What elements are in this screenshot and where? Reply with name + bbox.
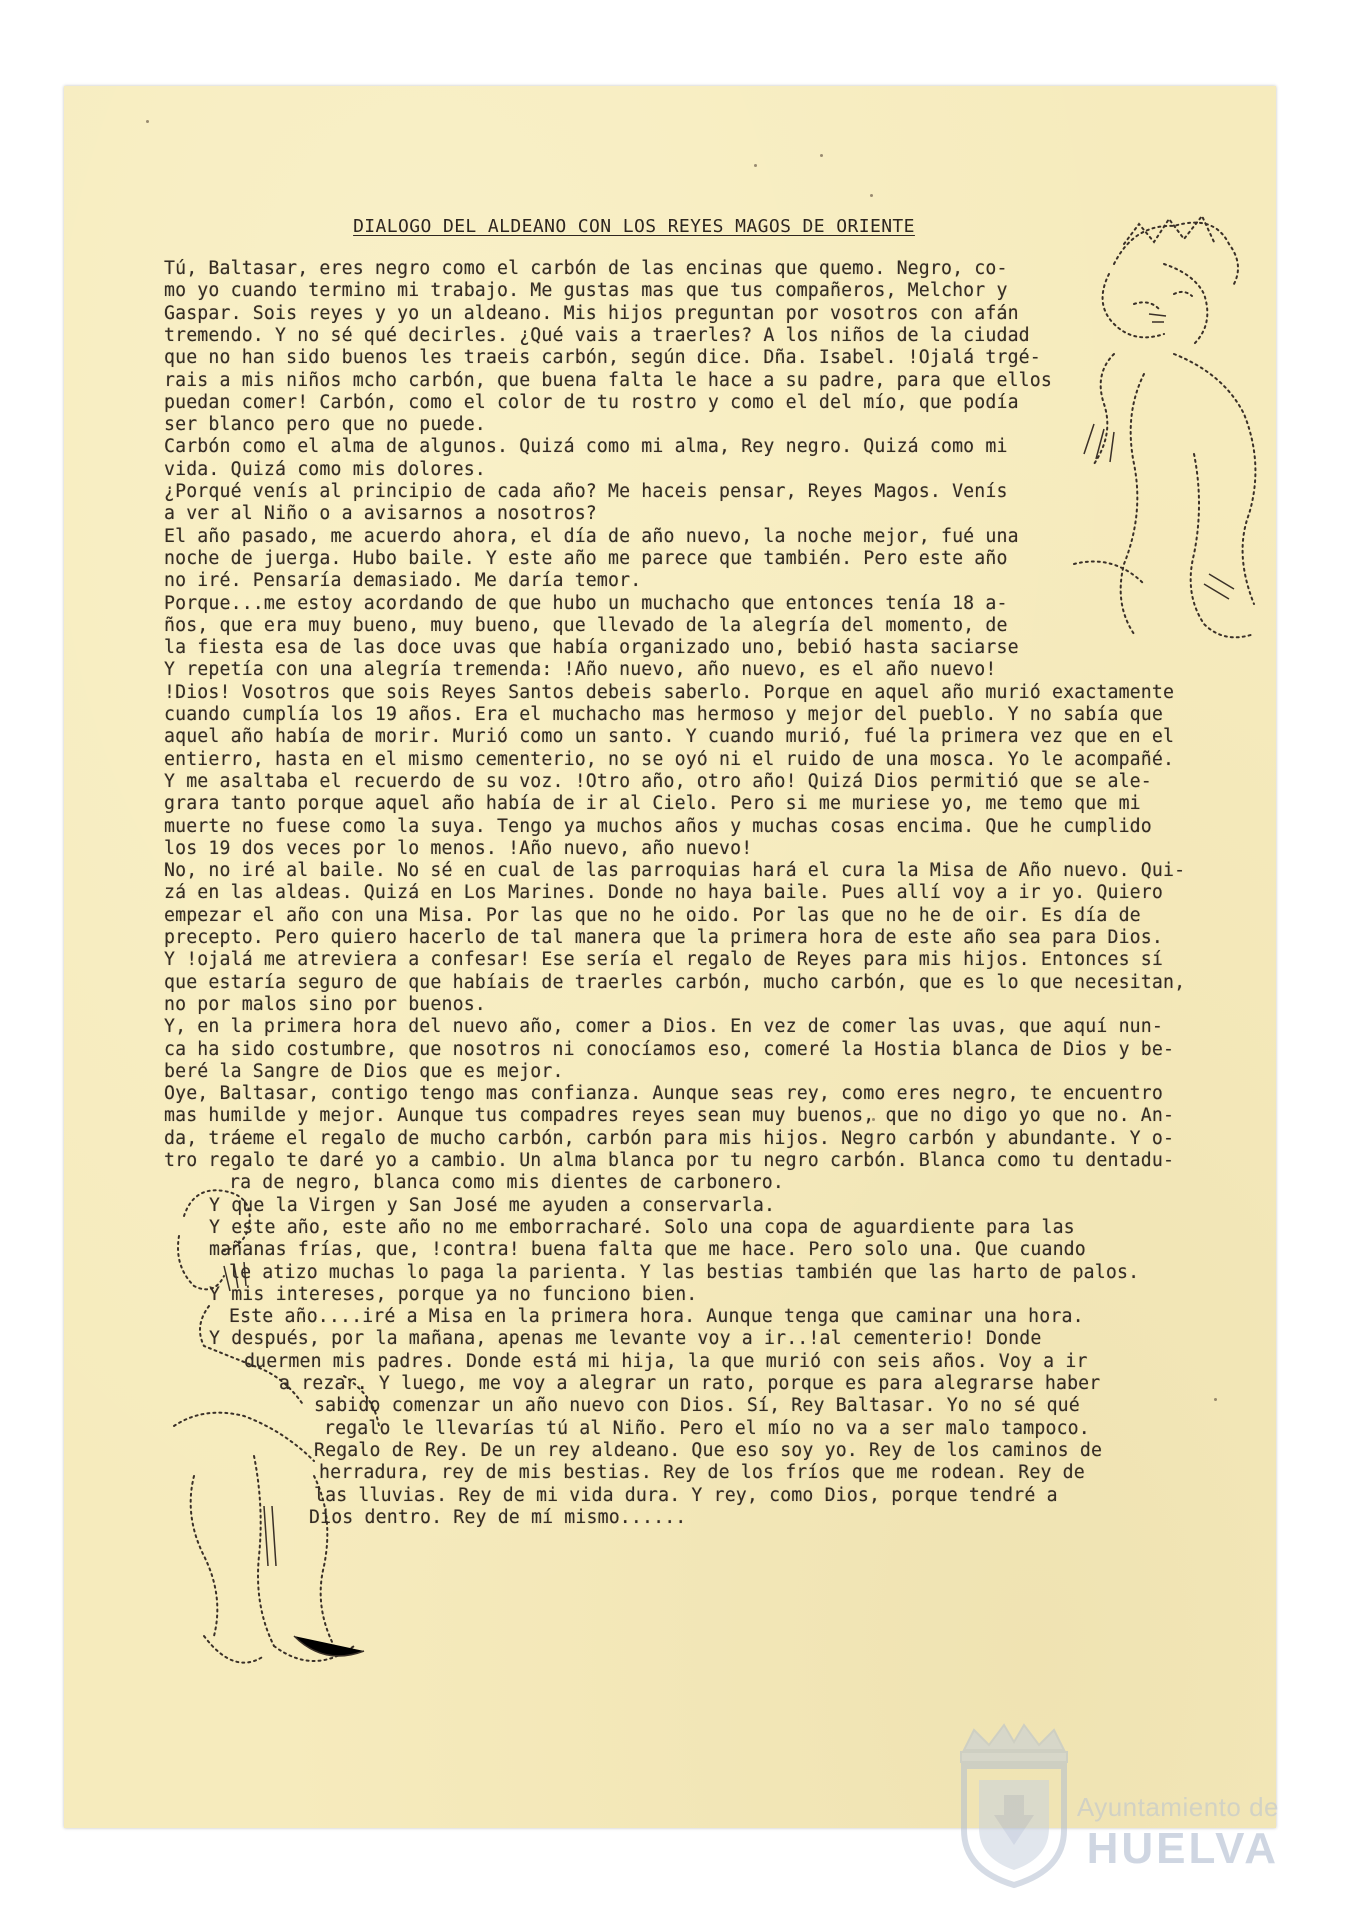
text-line: Y este año, este año no me emborracharé. Solo una copa de aguardiente para las (209, 1216, 1075, 1238)
ink-speck (754, 164, 757, 167)
text-line: ser blanco pero que no puede. (164, 414, 486, 436)
text-line: ra de negro, blanca como mis dientes de carbonero. (229, 1172, 784, 1194)
text-line: tro regalo te daré yo a cambio. Un alma blanca por tu negro carbón. Blanca como tu dentadu- (164, 1150, 1175, 1171)
text-line: Oye, Baltasar, contigo tengo mas confianza. Aunque seas rey, como eres negro, te encuentro (164, 1083, 1163, 1105)
text-line: que estaría seguro de que habíais de traerles carbón, mucho carbón, que es lo que necesitan, (164, 971, 1186, 993)
text-line: que no han sido buenos les traeis carbón, según dice. Dña. Isabel. !Ojalá trgé- (164, 347, 1041, 369)
text-line: da, tráeme el regalo de mucho carbón, carbón para mis hijos. Negro carbón y abundante. Y o- (164, 1127, 1175, 1149)
text-line: Dios dentro. Rey de mí mismo...... (309, 1506, 687, 1528)
text-line: ca ha sido costumbre, que nosotros ni conocíamos eso, comeré la Hostia blanca de Dios y be- (164, 1038, 1175, 1060)
text-line: El año pasado, me acuerdo ahora, el día de año nuevo, la noche mejor, fué una (164, 525, 1019, 547)
text-line: !Dios! Vosotros que sois Reyes Santos debeis saberlo. Porque en aquel año murió exactamente (164, 681, 1175, 703)
text-line: beré la Sangre de Dios que es mejor. (164, 1060, 564, 1082)
text-line: sabido comenzar un año nuevo con Dios. Sí, Rey Baltasar. Yo no sé qué (314, 1395, 1080, 1417)
text-line: regalo le llevarías tú al Niño. Pero el mío no va a ser malo tampoco. (324, 1417, 1090, 1439)
text-line: Gaspar. Sois reyes y yo un aldeano. Mis hijos preguntan por vosotros con afán (164, 302, 1019, 324)
text-line: noche de juerga. Hubo baile. Y este año me parece que también. Pero este año (164, 547, 1008, 569)
text-line: a rezar. Y luego, me voy a alegrar un rato, porque es para alegrarse haber (279, 1373, 1101, 1394)
coat-of-arms-icon (949, 1720, 1079, 1890)
huelva-watermark (949, 1720, 1279, 1890)
text-line: Y después, por la mañana, apenas me levante voy a ir..!al cementerio! Donde (209, 1328, 1042, 1350)
text-line: mañanas frías, que, !contra! buena falta que me hace. Pero solo una. Que cuando (209, 1239, 1086, 1261)
text-line: no iré. Pensaría demasiado. Me daría temor. (164, 570, 642, 592)
text-line: empezar el año con una Misa. Por las que no he oido. Por las que no he de oir. Es día de (164, 904, 1141, 926)
text-line: Porque...me estoy acordando de que hubo un muchacho que entonces tenía 18 a- (164, 592, 1008, 614)
text-line: Tú, Baltasar, eres negro como el carbón de las encinas que quemo. Negro, co- (164, 258, 1008, 279)
text-line: Carbón como el alma de algunos. Quizá como mi alma, Rey negro. Quizá como mi (164, 436, 1008, 458)
text-line: los 19 dos veces por lo menos. !Año nuevo, año nuevo! (164, 837, 753, 859)
text-line: aquel año había de morir. Murió como un santo. Y cuando murió, fué la primera vez que en el (164, 726, 1175, 748)
text-line: entierro, hasta en el mismo cementerio, no se oyó ni el ruido de una mosca. Yo le acompañé. (164, 748, 1175, 770)
text-line: mas humilde y mejor. Aunque tus compadres reyes sean muy buenos, que no digo yo que no. An- (164, 1105, 1175, 1127)
text-line: Y mis intereses, porque ya no funciono bien. (209, 1283, 698, 1305)
text-line: grara tanto porque aquel año había de ir al Cielo. Pero si me muriese yo, me temo que mi (164, 793, 1141, 815)
text-line: no por malos sino por buenos. (164, 993, 486, 1015)
text-line: Y que la Virgen y San José me ayuden a conservarla. (209, 1194, 776, 1216)
text-line: Y !ojalá me atreviera a confesar! Ese sería el regalo de Reyes para mis hijos. Entonces sí (164, 949, 1163, 971)
text-line: Regalo de Rey. De un rey aldeano. Que eso soy yo. Rey de los caminos de (314, 1439, 1103, 1461)
text-line: ños, que era muy bueno, muy bueno, que llevado de la alegría del momento, de (164, 614, 1008, 636)
ink-speck (870, 194, 873, 197)
text-line: duermen mis padres. Donde está mi hija, la que murió con seis años. Voy a ir (244, 1350, 1088, 1372)
text-line: precepto. Pero quiero hacerlo de tal manera que la primera hora de este año sea para Dios. (164, 927, 1163, 948)
ink-speck (820, 154, 823, 157)
ink-speck (146, 120, 149, 123)
baltasar-drawing (1054, 204, 1274, 674)
text-line: Este año....iré a Misa en la primera hora. Aunque tenga que caminar una hora. (229, 1306, 1084, 1328)
ink-speck (1214, 1398, 1217, 1401)
text-line: vida. Quizá como mis dolores. (164, 458, 486, 480)
watermark-line1: Ayuntamiento de (1076, 1792, 1279, 1822)
text-line: le atizo muchas lo paga la parienta. Y las bestias también que las harto de palos. (229, 1261, 1140, 1283)
text-line: ¿Porqué venís al principio de cada año? Me haceis pensar, Reyes Magos. Venís (164, 481, 1008, 502)
text-line: la fiesta esa de las doce uvas que había organizado uno, bebió hasta saciarse (164, 637, 1019, 659)
text-line: Y, en la primera hora del nuevo año, comer a Dios. En vez de comer las uvas, que aquí nun- (164, 1016, 1163, 1038)
document-title: DIALOGO DEL ALDEANO CON LOS REYES MAGOS DE ORIENTE (353, 216, 915, 237)
typed-page (64, 86, 1276, 1828)
text-line: muerte no fuese como la suya. Tengo ya muchos años y muchas cosas encima. Que he cumplido (164, 815, 1152, 837)
text-line: herradura, rey de mis bestias. Rey de los fríos que me rodean. Rey de (319, 1462, 1085, 1484)
text-line: zá en las aldeas. Quizá en Los Marines. Donde no haya baile. Pues allí voy a ir yo. Quiero (164, 882, 1163, 904)
text-line: rais a mis niños mcho carbón, que buena falta le hace a su padre, para que ellos (164, 369, 1052, 391)
text-line: mo yo cuando termino mi trabajo. Me gustas mas que tus compañeros, Melchor y (164, 280, 1008, 302)
text-line: a ver al Niño o a avisarnos a nosotros? (164, 503, 597, 525)
text-line: Y repetía con una alegría tremenda: !Año nuevo, año nuevo, es el año nuevo! (164, 659, 997, 681)
watermark-line2: HUELVA (1086, 1824, 1279, 1873)
text-line: puedan comer! Carbón, como el color de tu rostro y como el del mío, que podía (164, 391, 1019, 413)
text-line: cuando cumplía los 19 años. Era el muchacho mas hermoso y mejor del pueblo. Y no sabía que (164, 704, 1163, 725)
text-line: No, no iré al baile. No sé en cual de las parroquias hará el cura la Misa de Año nuevo. Qui- (164, 860, 1186, 882)
text-line: Y me asaltaba el recuerdo de su voz. !Otro año, otro año! Quizá Dios permitió que se ale- (164, 770, 1152, 792)
text-line: tremendo. Y no sé qué decirles. ¿Qué vais a traerles? A los niños de la ciudad (164, 324, 1030, 346)
text-line: las lluvias. Rey de mi vida dura. Y rey, como Dios, porque tendré a (314, 1484, 1058, 1506)
